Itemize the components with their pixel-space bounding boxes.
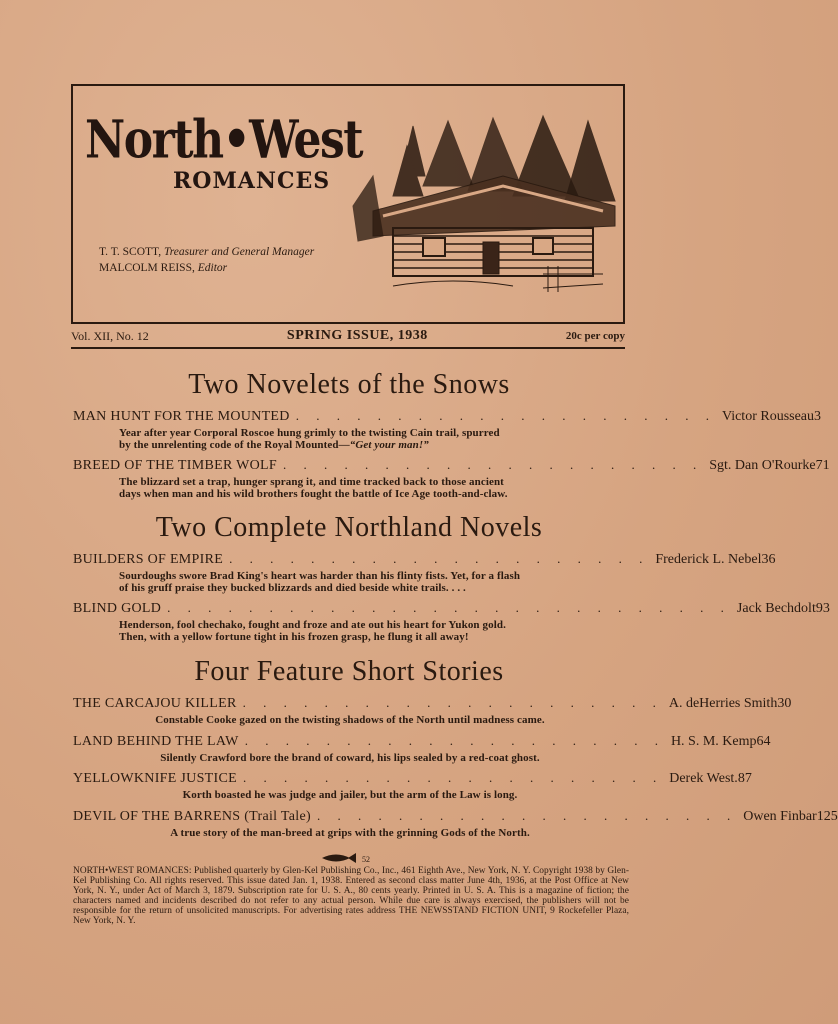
ornament-number: 52 (362, 855, 370, 864)
leader-dots: . . . . . . . . . . . . . . . . . . . . . (242, 695, 663, 710)
page-number: 36 (761, 552, 776, 567)
story-title: THE CARCAJOU KILLER (73, 696, 237, 711)
issue-line (71, 325, 625, 349)
blurb-line: by the unrelenting code of the Royal Mounted— (119, 439, 350, 451)
story-blurb: Constable Cooke gazed on the twisting shadows of the North until madness came. (155, 714, 545, 726)
story-author: Frederick L. Nebel (655, 552, 762, 567)
masthead (71, 84, 625, 324)
story-title: YELLOWKNIFE JUSTICE (73, 771, 237, 786)
contents-entry (73, 733, 771, 764)
contents-entry (73, 408, 822, 451)
blurb-line: Then, with a yellow fortune tight in his frozen grasp, he flung it all away! (119, 631, 469, 643)
story-blurb: Silently Crawford bore the brand of coward, his lips sealed by a red-coat ghost. (160, 752, 540, 764)
staff-name: MALCOLM REISS, (99, 262, 195, 274)
page-number: 87 (737, 771, 752, 786)
staff-credits (99, 244, 314, 276)
contents-entry (73, 695, 792, 726)
story-title: BLIND GOLD (73, 601, 162, 616)
staff-name: T. T. SCOTT, (99, 246, 162, 258)
story-author: H. S. M. Kemp (670, 734, 757, 749)
leader-dots: . . . . . . . . . . . . . . . . . . . . . (295, 408, 716, 423)
brand-block (85, 110, 363, 194)
blurb-quote: “Get your man!” (349, 439, 429, 451)
blurb-line: days when man and his wild brothers fought the battle of Ice Age tooth-and-claw. (119, 488, 508, 500)
contents-entry (73, 600, 830, 643)
leader-dots: . . . . . . . . . . . . . . . . . . . . . . . . . . . . (167, 600, 731, 615)
leader-dots: . . . . . . . . . . . . . . . . . . . . . (316, 808, 738, 823)
staff-line (99, 244, 314, 260)
leader-dots: . . . . . . . . . . . . . . . . . . . . . (242, 770, 664, 785)
story-author: Sgt. Dan O'Rourke (709, 458, 816, 473)
page-number: 3 (814, 409, 822, 424)
magazine-subtitle: ROMANCES (173, 168, 331, 194)
blurb-line: Henderson, fool chechako, fought and froze and ate out his heart for Yukon gold. (119, 619, 506, 631)
story-title: BUILDERS OF EMPIRE (73, 552, 224, 567)
leader-dots: . . . . . . . . . . . . . . . . . . . . . (229, 551, 650, 566)
volume-number: Vol. XII, No. 12 (71, 328, 149, 343)
story-author: Jack Bechdolt (736, 601, 816, 616)
story-author: Victor Rousseau (721, 409, 815, 424)
contents-entry (73, 457, 830, 500)
contents-entry (73, 551, 776, 594)
story-blurb (119, 570, 589, 594)
issue-date: SPRING ISSUE, 1938 (286, 328, 428, 343)
story-author: Owen Finbar (743, 809, 817, 824)
leader-dots: . . . . . . . . . . . . . . . . . . . . . (244, 733, 665, 748)
page-number: 93 (815, 601, 830, 616)
section-title: Four Feature Short Stories (194, 656, 504, 687)
log-cabin-illustration (353, 116, 615, 292)
blurb-line: Year after year Corporal Roscoe hung grimly to the twisting Cain trail, spurred (119, 427, 500, 439)
publication-imprint: NORTH•WEST ROMANCES: Published quarterly by Glen-Kel Publishing Co., Inc., 461 Eighth Ave., New York, N. Y. Copyright 1938 by Glen-Kel Publishing Co. All rights reserved. This issue dated Jan. 1, 1938. Entered as second class matter June 4th, 1936, at the Post Office at New York, N. Y., under Act of March 3, 1879. Subscription rate for U. S. A., 80 cents yearly. Printed in U. S. A. This is a magazine of fiction; the characters named and incidents described do not refer to any actual person. While due care is always exercised, the publishers will not be responsible for the return of unsolicited manuscripts. For advertising rates address THE NEWSSTAND FICTION UNIT, 9 Rockefeller Plaza, New York, N. Y. (73, 866, 629, 926)
section-title: Two Novelets of the Snows (188, 369, 510, 400)
contents-entry (73, 770, 752, 801)
staff-role: Treasurer and General Manager (163, 246, 315, 258)
blurb-line: The blizzard set a trap, hunger sprang it, and time tracked back to those ancient (119, 476, 504, 488)
blurb-line: of his gruff praise they bucked blizzards and died beside white trails. . . . (119, 582, 466, 594)
blurb-line: Sourdoughs swore Brad King's heart was harder than his flinty fists. Yet, for a flash (119, 570, 521, 582)
page-number: 64 (756, 734, 771, 749)
story-author: Derek West. (669, 771, 738, 786)
story-blurb (119, 427, 589, 451)
story-title: BREED OF THE TIMBER WOLF (73, 458, 277, 473)
page-number: 71 (815, 458, 830, 473)
story-title: DEVIL OF THE BARRENS (Trail Tale) (73, 809, 311, 824)
magazine-title: North•West (85, 110, 363, 171)
fish-ornament-icon (318, 851, 388, 865)
story-blurb: A true story of the man-breed at grips with the grinning Gods of the North. (170, 827, 530, 839)
leader-dots: . . . . . . . . . . . . . . . . . . . . . (283, 457, 704, 472)
story-title: MAN HUNT FOR THE MOUNTED (73, 409, 290, 424)
staff-role: Editor (197, 262, 228, 274)
staff-line (99, 260, 314, 276)
story-blurb: Korth boasted he was judge and jailer, but the arm of the Law is long. (182, 789, 518, 801)
story-title: LAND BEHIND THE LAW (73, 734, 239, 749)
cover-price: 20c per copy (565, 330, 625, 342)
story-blurb (119, 476, 589, 500)
contents-entry (73, 808, 838, 839)
page-number: 30 (777, 696, 792, 711)
section-title: Two Complete Northland Novels (155, 512, 543, 543)
story-blurb (119, 619, 589, 643)
story-author: A. deHerries Smith (668, 696, 778, 711)
page-number: 125 (816, 809, 838, 824)
